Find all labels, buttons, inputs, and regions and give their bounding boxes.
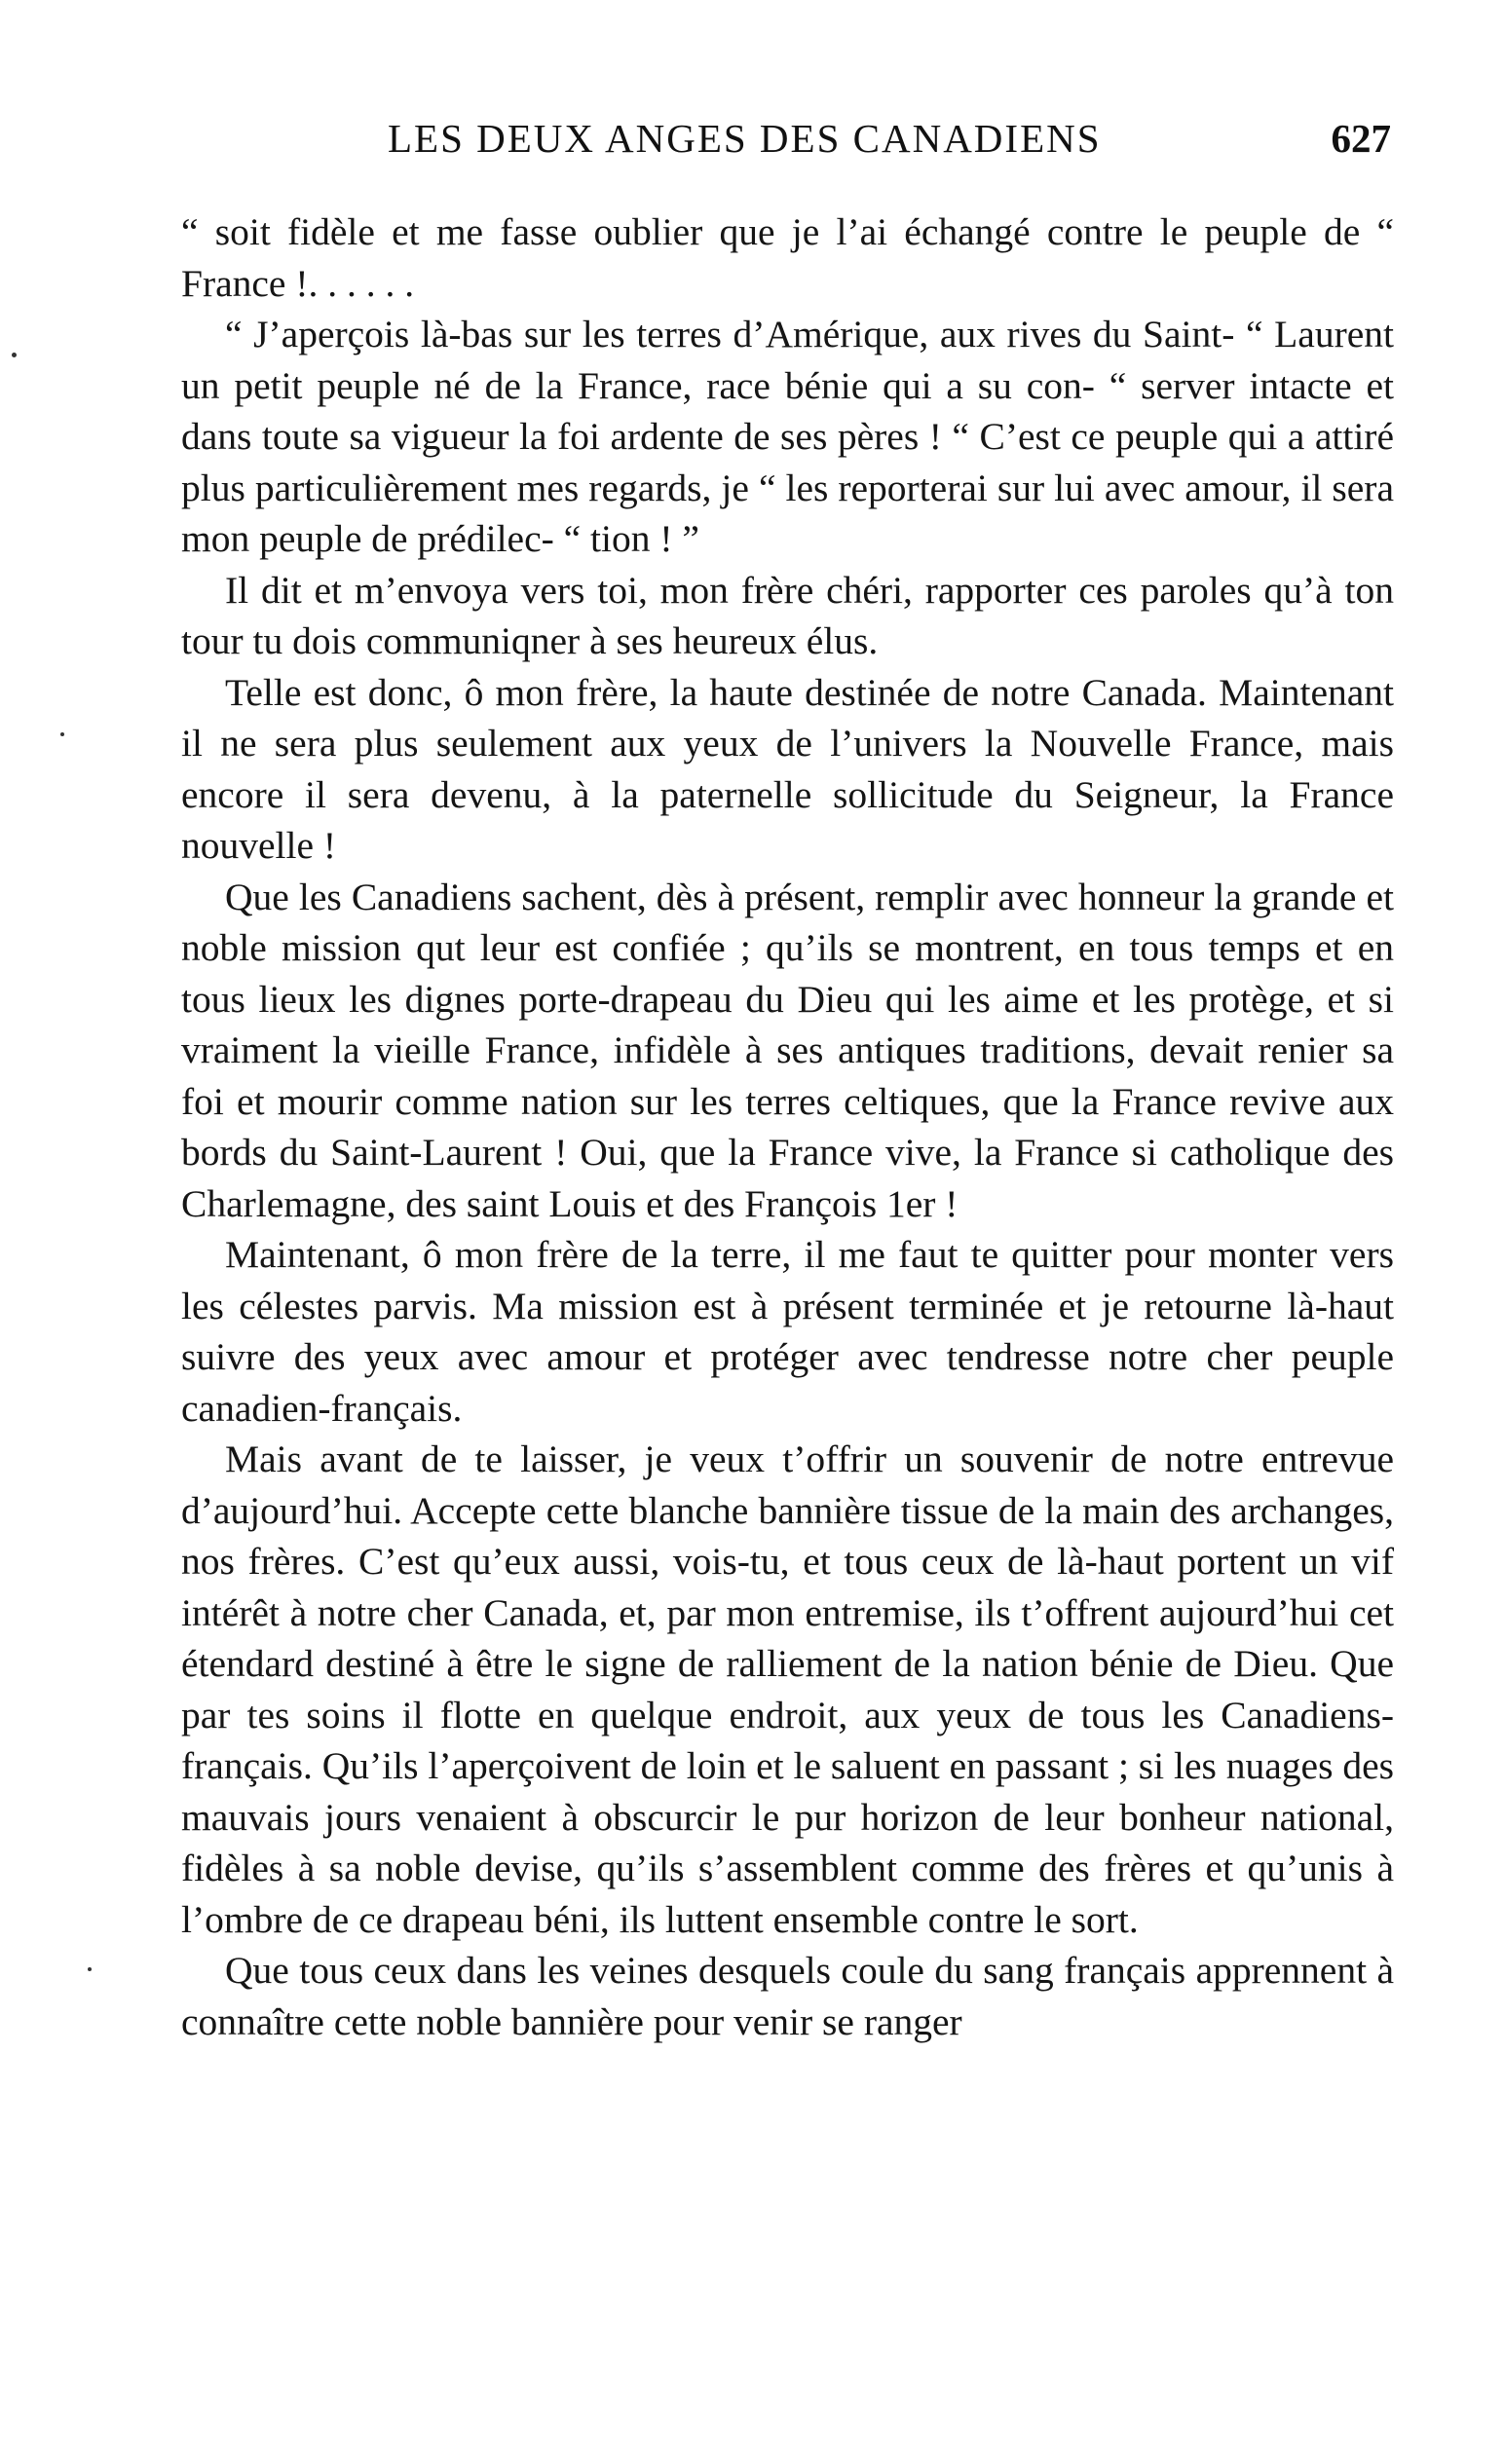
paragraph-7: Mais avant de te laisser, je veux t’offrir un souvenir de notre entrevue d’aujourd’hui. Accepte cette blanche bannière tissue de la main des archanges, nos frères. C’est qu’eux aussi, vois-tu, et tous ceux de là-haut portent un vif intérêt à notre cher Canada, et, par mon entremise, ils t’offrent aujourd’hui cet étendard destiné à être le signe de ralliement de la nation bénie de Dieu. Que par tes soins il flotte en quelque endroit, aux yeux de tous les Canadiens-français. Qu’ils l’aperçoivent de loin et le saluent en passant ; si les nuages des mauvais jours venaient à obscurcir le pur horizon de leur bonheur national, fidèles à sa noble devise, qu’ils s’assemblent comme des frères et qu’unis à l’ombre de ce drapeau béni, ils luttent ensemble contre le sort. xyxy=(181,1437,1394,1941)
running-title: LES DEUX ANGES DES CANADIENS xyxy=(388,116,1102,161)
paragraph-6: Maintenant, ô mon frère de la terre, il me faut te quitter pour monter vers les célestes parvis. Ma mission est à présent terminée et je retourne là-haut suivre des yeux avec amour et protéger avec tendresse notre cher peuple canadien-français. xyxy=(181,1233,1394,1430)
paragraph-1: “ soit fidèle et me fasse oublier que je l’ai échangé contre le peuple de “ France !. . . . . . xyxy=(181,210,1394,305)
paragraph-2: “ J’aperçois là-bas sur les terres d’Amérique, aux rives du Saint- “ Laurent un petit peuple né de la France, race bénie qui a su con- “ server intacte et dans toute sa vigueur la foi ardente de ses pères ! “ C’est ce peuple qui a attiré plus particulièrement mes regards, je “ les reporterai sur lui avec amour, il sera mon peuple de prédilec- “ tion ! ” xyxy=(181,313,1394,560)
scan-speck xyxy=(12,353,17,357)
page-header xyxy=(183,115,1391,173)
scan-speck xyxy=(88,1967,92,1971)
paragraph-3: Il dit et m’envoya vers toi, mon frère chéri, rapporter ces paroles qu’à ton tour tu dois communiqner à ses heureux élus. xyxy=(181,568,1394,662)
paragraph-4: Telle est donc, ô mon frère, la haute destinée de notre Canada. Maintenant il ne sera plus seulement aux yeux de l’univers la Nouvelle France, mais encore il sera devenu, à la paternelle sollicitude du Seigneur, la France nouvelle ! xyxy=(181,670,1394,867)
paragraph-8: Que tous ceux dans les veines desquels coule du sang français apprennent à connaître cette noble bannière pour venir se ranger xyxy=(181,1949,1394,2043)
paragraph-5: Que les Canadiens sachent, dès à présent, remplir avec honneur la grande et noble mission qut leur est confiée ; qu’ils se montrent, en tous temps et en tous lieux les dignes porte-drapeau du Dieu qui les aime et les protège, et si vraiment la vieille France, infidèle à ses antiques traditions, devait renier sa foi et mourir comme nation sur les terres celtiques, que la France revive aux bords du Saint-Laurent ! Oui, que la France vive, la France si catholique des Charlemagne, des saint Louis et des François 1er ! xyxy=(181,875,1394,1225)
body-text xyxy=(181,206,1394,2047)
scan-speck xyxy=(60,732,64,736)
page-number: 627 xyxy=(1331,116,1391,161)
